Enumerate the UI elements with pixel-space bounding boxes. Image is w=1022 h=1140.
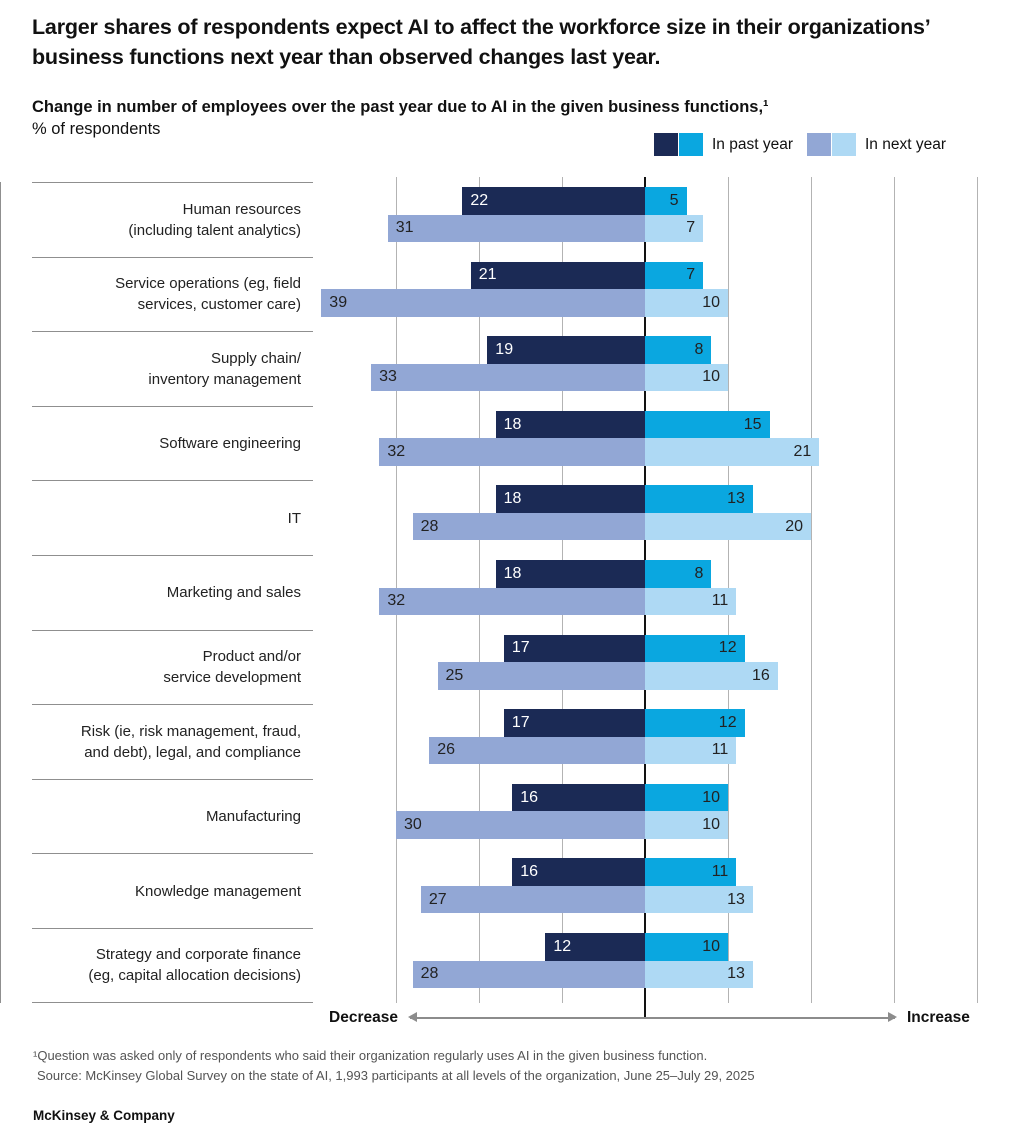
bar-value: 17 <box>511 713 530 731</box>
bar-next-decrease <box>421 886 645 914</box>
row-label-line: Supply chain/ <box>210 349 301 367</box>
chart-row <box>0 779 1022 854</box>
bar-value: 30 <box>404 816 422 834</box>
chart-row <box>0 182 1022 257</box>
bar-past-increase <box>645 262 703 290</box>
bar-value: 32 <box>387 592 406 610</box>
bar-past-increase <box>645 336 711 364</box>
row-label <box>32 704 313 779</box>
decrease-axis-label: Decrease <box>329 1009 398 1026</box>
row-label <box>32 480 313 555</box>
bar-past-increase <box>645 933 728 961</box>
row-label-line: Risk (ie, risk management, fraud, <box>80 722 301 740</box>
bar-next-increase <box>645 513 811 541</box>
bar-next-decrease <box>429 737 645 765</box>
bar-past-decrease <box>496 560 645 588</box>
row-label <box>32 257 313 332</box>
bar-value: 16 <box>520 863 538 881</box>
chart-row <box>0 630 1022 705</box>
bar-value: 39 <box>329 293 348 311</box>
row-label-line: services, customer care) <box>137 296 301 314</box>
bar-value: 11 <box>711 863 729 881</box>
row-label <box>32 182 313 257</box>
row-label-line: Human resources <box>182 200 301 218</box>
bar-value: 10 <box>702 816 720 834</box>
row-label-line: Knowledge management <box>135 882 301 900</box>
chart-area <box>0 177 1022 1003</box>
bar-next-increase <box>645 215 703 243</box>
bar-value: 17 <box>511 639 530 657</box>
bar-next-increase <box>645 886 753 914</box>
bar-next-decrease <box>438 662 646 690</box>
bar-past-increase <box>645 411 770 439</box>
bar-past-decrease <box>512 858 645 886</box>
footnotes <box>33 1046 755 1086</box>
legend-group-past-year <box>654 133 793 156</box>
bar-value: 32 <box>387 443 406 461</box>
chart-row <box>0 257 1022 332</box>
chart-row <box>0 406 1022 481</box>
row-label-line: service development <box>163 669 301 687</box>
bar-value: 22 <box>470 191 489 209</box>
bar-next-increase <box>645 588 736 616</box>
bar-next-decrease <box>371 364 645 392</box>
bar-value: 26 <box>437 741 455 759</box>
bar-value: 21 <box>478 266 497 284</box>
legend-swatch-next-decrease <box>807 133 831 156</box>
chart-unit-label: % of respondents <box>32 120 161 138</box>
bar-value: 27 <box>428 890 447 908</box>
bar-past-increase <box>645 187 687 215</box>
bar-value: 19 <box>495 340 514 358</box>
bar-next-decrease <box>413 961 645 989</box>
bar-next-decrease <box>396 811 645 839</box>
decrease-increase-arrow <box>410 1017 895 1019</box>
bar-value: 12 <box>553 937 572 955</box>
bar-value: 15 <box>743 415 762 433</box>
bar-past-decrease <box>462 187 645 215</box>
bar-past-increase <box>645 709 745 737</box>
bar-value: 13 <box>727 965 745 983</box>
bar-past-increase <box>645 784 728 812</box>
legend-swatch-next-increase <box>832 133 856 156</box>
bar-value: 18 <box>503 490 522 508</box>
bar-value: 18 <box>503 564 522 582</box>
bar-value: 7 <box>686 219 696 237</box>
bar-past-increase <box>645 635 745 663</box>
bar-next-increase <box>645 737 736 765</box>
bar-value: 5 <box>669 191 679 209</box>
bar-value: 31 <box>395 219 414 237</box>
row-label-line: (eg, capital allocation decisions) <box>88 967 301 985</box>
row-label-line: Manufacturing <box>205 808 301 826</box>
bar-value: 11 <box>711 592 729 610</box>
bar-next-increase <box>645 811 728 839</box>
bar-next-increase <box>645 364 728 392</box>
row-label-line: Strategy and corporate finance <box>95 946 301 964</box>
row-label <box>32 630 313 705</box>
increase-axis-label: Increase <box>907 1009 970 1026</box>
legend-swatch-past-decrease <box>654 133 678 156</box>
chart-row <box>0 704 1022 779</box>
row-label-line: Service operations (eg, field <box>115 275 301 293</box>
bar-next-decrease <box>379 588 645 616</box>
bar-next-decrease <box>321 289 645 317</box>
chart-subtitle: Change in number of employees over the past year due to AI in the given business functions,¹ <box>32 98 769 116</box>
row-label-line: Product and/or <box>202 648 301 666</box>
bar-next-decrease <box>379 438 645 466</box>
bar-next-decrease <box>388 215 645 243</box>
chart-row <box>0 331 1022 406</box>
bar-value: 8 <box>694 340 704 358</box>
legend-label-next-year: In next year <box>865 135 946 153</box>
bar-past-decrease <box>512 784 645 812</box>
row-label <box>32 928 313 1003</box>
row-label-line: IT <box>287 509 301 527</box>
legend-label-past-year: In past year <box>712 135 793 153</box>
bar-value: 25 <box>445 666 464 684</box>
bar-value: 10 <box>702 293 720 311</box>
bar-past-decrease <box>504 635 645 663</box>
bar-next-increase <box>645 289 728 317</box>
bar-value: 18 <box>503 415 522 433</box>
bar-value: 16 <box>752 666 770 684</box>
legend-group-next-year <box>807 133 946 156</box>
bar-value: 12 <box>718 639 737 657</box>
bar-value: 20 <box>785 517 803 535</box>
row-label-line: Software engineering <box>159 435 301 453</box>
bar-value: 12 <box>718 713 737 731</box>
bar-past-increase <box>645 485 753 513</box>
row-label-line: inventory management <box>148 370 301 388</box>
chart-row <box>0 555 1022 630</box>
row-label <box>32 555 313 630</box>
bar-value: 13 <box>727 890 745 908</box>
exhibit-title: Larger shares of respondents expect AI to affect the workforce size in their organizations’ business functions next year than observed changes last year. <box>32 15 930 69</box>
row-label <box>32 406 313 481</box>
legend <box>654 133 946 156</box>
row-label <box>32 853 313 928</box>
legend-swatch-past-increase <box>679 133 703 156</box>
bar-next-decrease <box>413 513 645 541</box>
bar-past-decrease <box>487 336 645 364</box>
bar-next-increase <box>645 662 778 690</box>
bar-value: 13 <box>727 490 745 508</box>
bar-next-increase <box>645 961 753 989</box>
bar-value: 28 <box>420 517 439 535</box>
bar-past-decrease <box>496 485 645 513</box>
row-label-line: Marketing and sales <box>166 584 301 602</box>
bar-past-decrease <box>504 709 645 737</box>
bar-value: 11 <box>711 741 729 759</box>
chart-row <box>0 853 1022 928</box>
bar-past-decrease <box>545 933 645 961</box>
row-label-line: and debt), legal, and compliance <box>84 743 301 761</box>
bar-value: 28 <box>420 965 439 983</box>
bar-value: 33 <box>379 368 397 386</box>
bar-past-increase <box>645 858 736 886</box>
brand-footer: McKinsey & Company <box>33 1108 175 1123</box>
bar-value: 8 <box>694 564 704 582</box>
axis-direction-row <box>0 1008 1022 1028</box>
footnote-question: ¹Question was asked only of respondents who said their organization regularly uses AI in the given business function. <box>33 1048 708 1063</box>
bar-value: 16 <box>520 788 538 806</box>
footnote-source: Source: McKinsey Global Survey on the state of AI, 1,993 participants at all levels of the organization, June 25–July 29, 2025 <box>37 1068 755 1083</box>
bar-value: 7 <box>686 266 696 284</box>
bar-past-decrease <box>496 411 645 439</box>
bar-past-increase <box>645 560 711 588</box>
row-label-line: (including talent analytics) <box>128 221 301 239</box>
row-label <box>32 779 313 854</box>
bar-value: 10 <box>702 788 720 806</box>
bar-past-decrease <box>471 262 645 290</box>
row-label <box>32 331 313 406</box>
chart-row <box>0 928 1022 1003</box>
bar-value: 21 <box>793 443 812 461</box>
chart-row <box>0 480 1022 555</box>
bar-value: 10 <box>702 368 720 386</box>
bar-value: 10 <box>702 937 720 955</box>
chart-rows <box>0 182 1022 1003</box>
bar-next-increase <box>645 438 819 466</box>
